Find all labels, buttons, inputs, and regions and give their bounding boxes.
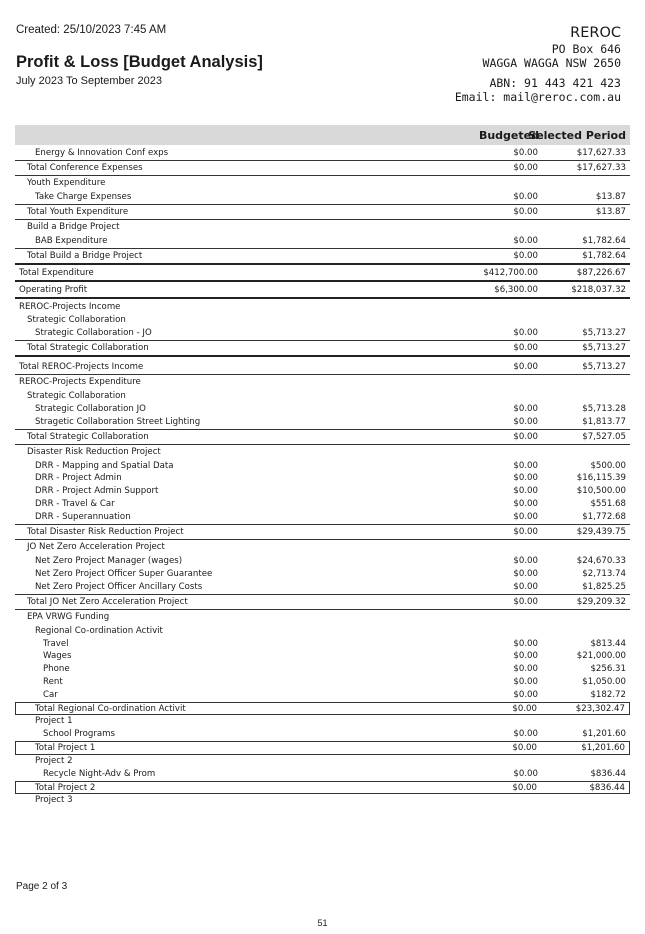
created-timestamp: Created: 25/10/2023 7:45 AM [16, 24, 167, 36]
row-label: Total REROC-Projects Income [19, 362, 144, 373]
row-label: Total Strategic Collaboration [27, 431, 149, 442]
row-selected-value: $17,627.33 [576, 148, 626, 158]
row-label: Recycle Night-Adv & Prom [43, 768, 156, 779]
row-budgeted-value: $0.00 [513, 206, 538, 217]
row-label: Operating Profit [19, 285, 88, 296]
row-budgeted-value: $0.00 [513, 486, 538, 497]
row-budgeted-value: $0.00 [513, 568, 538, 579]
row-budgeted-value: $0.00 [513, 596, 538, 607]
row-label: DRR - Superannuation [35, 512, 131, 523]
row-selected-value: $836.44 [590, 768, 626, 779]
report-title: Profit & Loss [Budget Analysis] [16, 53, 263, 71]
table-row [15, 374, 630, 390]
row-budgeted-value: $0.00 [513, 690, 538, 701]
row-selected-value: $1,825.25 [582, 581, 626, 592]
table-row [15, 147, 630, 160]
row-budgeted-value: $0.00 [513, 768, 538, 779]
row-selected-value: $23,302.47 [575, 703, 625, 714]
row-selected-value: $1,782.64 [582, 250, 626, 261]
row-budgeted-value: $0.00 [513, 416, 538, 427]
row-label: Strategic Collaboration [27, 315, 126, 326]
row-selected-value: $5,713.28 [582, 403, 626, 414]
row-label: Net Zero Project Officer Super Guarantee [35, 568, 213, 579]
row-selected-value: $87,226.67 [576, 268, 626, 279]
row-label: EPA VRWG Funding [27, 612, 110, 623]
row-budgeted-value: $0.00 [513, 729, 538, 740]
row-budgeted-value: $0.00 [513, 473, 538, 484]
row-budgeted-value: $0.00 [513, 581, 538, 592]
column-header-row [15, 125, 630, 145]
table-row [15, 175, 630, 191]
row-label: Total Conference Expenses [27, 162, 143, 173]
row-label: Total Disaster Risk Reduction Project [27, 526, 184, 537]
table-row [15, 568, 630, 581]
table-row [15, 248, 630, 264]
table-row [15, 219, 630, 235]
row-selected-value: $17,627.33 [576, 162, 626, 173]
document-page-number: 51 [317, 918, 328, 928]
report-period: July 2023 To September 2023 [16, 75, 162, 87]
row-selected-value: $24,670.33 [576, 555, 626, 566]
row-label: Build a Bridge Project [27, 222, 120, 233]
row-label: DRR - Project Admin Support [35, 486, 159, 497]
row-selected-value: $836.44 [589, 782, 625, 793]
table-row [15, 444, 630, 460]
table-row [15, 741, 630, 755]
organisation-name: REROC [570, 25, 621, 41]
row-selected-value: $5,713.27 [582, 362, 626, 373]
row-selected-value: $182.72 [590, 690, 626, 701]
table-row [15, 715, 630, 728]
row-budgeted-value: $0.00 [513, 555, 538, 566]
row-label: REROC-Projects Expenditure [19, 377, 141, 388]
row-label: Total Build a Bridge Project [27, 250, 143, 261]
row-selected-value: $13.87 [595, 206, 626, 217]
row-budgeted-value: $0.00 [512, 703, 537, 714]
row-budgeted-value: $0.00 [513, 403, 538, 414]
report-rows [15, 147, 630, 807]
table-row [15, 663, 630, 676]
table-row [15, 485, 630, 498]
table-row [15, 768, 630, 781]
table-row [15, 390, 630, 403]
table-row [15, 340, 630, 358]
row-budgeted-value: $0.00 [513, 148, 538, 158]
table-row [15, 361, 630, 374]
row-budgeted-value: $0.00 [513, 342, 538, 353]
row-label: Stragetic Collaboration Street Lighting [35, 416, 201, 427]
row-budgeted-value: $0.00 [513, 328, 538, 339]
row-selected-value: $13.87 [595, 191, 626, 202]
table-row [15, 594, 630, 610]
row-budgeted-value: $0.00 [513, 362, 538, 373]
row-label: Strategic Collaboration - JO [35, 328, 152, 339]
row-budgeted-value: $412,700.00 [483, 268, 538, 279]
row-label: REROC-Projects Income [19, 302, 121, 313]
row-budgeted-value: $0.00 [512, 782, 537, 793]
table-row [15, 160, 630, 176]
row-selected-value: $256.31 [590, 664, 626, 675]
table-row [15, 625, 630, 638]
row-selected-value: $500.00 [590, 460, 626, 471]
row-selected-value: $1,772.68 [582, 512, 626, 523]
table-row [15, 511, 630, 524]
row-label: DRR - Travel & Car [35, 499, 115, 510]
table-row [15, 539, 630, 555]
table-row [15, 314, 630, 327]
row-label: Total Expenditure [19, 268, 94, 279]
column-header-selected-period: Selected Period [528, 129, 626, 142]
row-label: Rent [43, 677, 63, 688]
row-selected-value: $29,439.75 [576, 526, 626, 537]
table-row [15, 460, 630, 473]
row-selected-value: $551.68 [590, 499, 626, 510]
row-label: Strategic Collaboration [27, 390, 126, 401]
table-row [15, 609, 630, 625]
row-budgeted-value: $0.00 [512, 743, 537, 754]
column-header-budgeted: Budgeted [478, 129, 539, 142]
row-label: Total JO Net Zero Acceleration Project [27, 596, 188, 607]
city-address: WAGGA WAGGA NSW 2650 [482, 56, 621, 70]
table-row [15, 702, 630, 716]
abn: ABN: 91 443 421 423 [489, 76, 621, 90]
table-row [15, 638, 630, 651]
table-row [15, 429, 630, 445]
row-label: Total Project 1 [35, 743, 96, 754]
table-row [15, 327, 630, 340]
row-label: Strategic Collaboration JO [35, 403, 146, 414]
row-budgeted-value: $0.00 [513, 664, 538, 675]
row-budgeted-value: $0.00 [513, 250, 538, 261]
row-label: Wages [43, 651, 72, 662]
table-row [15, 676, 630, 689]
row-selected-value: $1,050.00 [582, 677, 626, 688]
table-row [15, 728, 630, 741]
row-label: Total Youth Expenditure [27, 206, 129, 217]
table-row [15, 204, 630, 220]
table-row [15, 403, 630, 416]
row-label: Project 3 [35, 795, 73, 806]
row-selected-value: $21,000.00 [576, 651, 626, 662]
table-row [15, 650, 630, 663]
row-selected-value: $1,201.60 [582, 729, 626, 740]
row-label: Phone [43, 664, 70, 675]
row-budgeted-value: $0.00 [513, 499, 538, 510]
row-label: Project 2 [35, 755, 73, 766]
row-label: Youth Expenditure [27, 178, 106, 189]
row-label: Net Zero Project Officer Ancillary Costs [35, 581, 203, 592]
row-label: Net Zero Project Manager (wages) [35, 555, 183, 566]
row-label: Regional Co-ordination Activit [35, 625, 163, 636]
table-row [15, 755, 630, 768]
row-selected-value: $1,782.64 [582, 235, 626, 246]
organisation-details [455, 24, 621, 104]
table-row [15, 263, 630, 280]
table-row [15, 689, 630, 702]
row-selected-value: $16,115.39 [576, 473, 626, 484]
row-selected-value: $1,813.77 [582, 416, 626, 427]
row-selected-value: $2,713.74 [582, 568, 626, 579]
row-budgeted-value: $0.00 [513, 512, 538, 523]
row-label: School Programs [43, 729, 115, 740]
table-row [15, 555, 630, 568]
row-budgeted-value: $0.00 [513, 235, 538, 246]
table-row [15, 524, 630, 540]
row-budgeted-value: $0.00 [513, 460, 538, 471]
email: Email: mail@reroc.com.au [454, 90, 621, 104]
table-row [15, 280, 630, 297]
row-budgeted-value: $0.00 [513, 677, 538, 688]
report-table [15, 125, 630, 807]
table-row [15, 416, 630, 429]
row-selected-value: $1,201.60 [581, 743, 625, 754]
row-label: DRR - Project Admin [35, 473, 122, 484]
row-selected-value: $5,713.27 [582, 328, 626, 339]
row-label: Total Regional Co-ordination Activit [35, 703, 186, 714]
table-row [15, 472, 630, 485]
row-label: JO Net Zero Acceleration Project [27, 542, 165, 553]
row-selected-value: $7,527.05 [582, 431, 626, 442]
po-box: PO Box 646 [551, 42, 621, 56]
row-label: Project 1 [35, 716, 73, 727]
row-budgeted-value: $0.00 [513, 638, 538, 649]
row-budgeted-value: $0.00 [513, 162, 538, 173]
row-budgeted-value: $0.00 [513, 191, 538, 202]
row-label: Travel [43, 638, 69, 649]
table-row [15, 581, 630, 594]
row-selected-value: $218,037.32 [571, 285, 626, 296]
row-budgeted-value: $0.00 [513, 431, 538, 442]
row-label: Car [43, 690, 58, 701]
row-label: Take Charge Expenses [35, 191, 132, 202]
table-row [15, 191, 630, 204]
row-label: DRR - Mapping and Spatial Data [35, 460, 174, 471]
table-row [15, 498, 630, 511]
row-selected-value: $5,713.27 [582, 342, 626, 353]
page-indicator: Page 2 of 3 [16, 881, 68, 892]
row-label: Energy & Innovation Conf exps [35, 148, 169, 158]
row-label: Total Strategic Collaboration [27, 342, 149, 353]
row-budgeted-value: $6,300.00 [494, 285, 538, 296]
table-row [15, 794, 630, 807]
row-budgeted-value: $0.00 [513, 651, 538, 662]
table-row [15, 297, 630, 314]
row-label: Disaster Risk Reduction Project [27, 447, 161, 458]
row-selected-value: $10,500.00 [576, 486, 626, 497]
table-row [15, 781, 630, 795]
row-selected-value: $813.44 [590, 638, 626, 649]
row-label: Total Project 2 [35, 782, 96, 793]
row-selected-value: $29,209.32 [576, 596, 626, 607]
row-label: BAB Expenditure [35, 235, 108, 246]
table-row [15, 235, 630, 248]
row-budgeted-value: $0.00 [513, 526, 538, 537]
